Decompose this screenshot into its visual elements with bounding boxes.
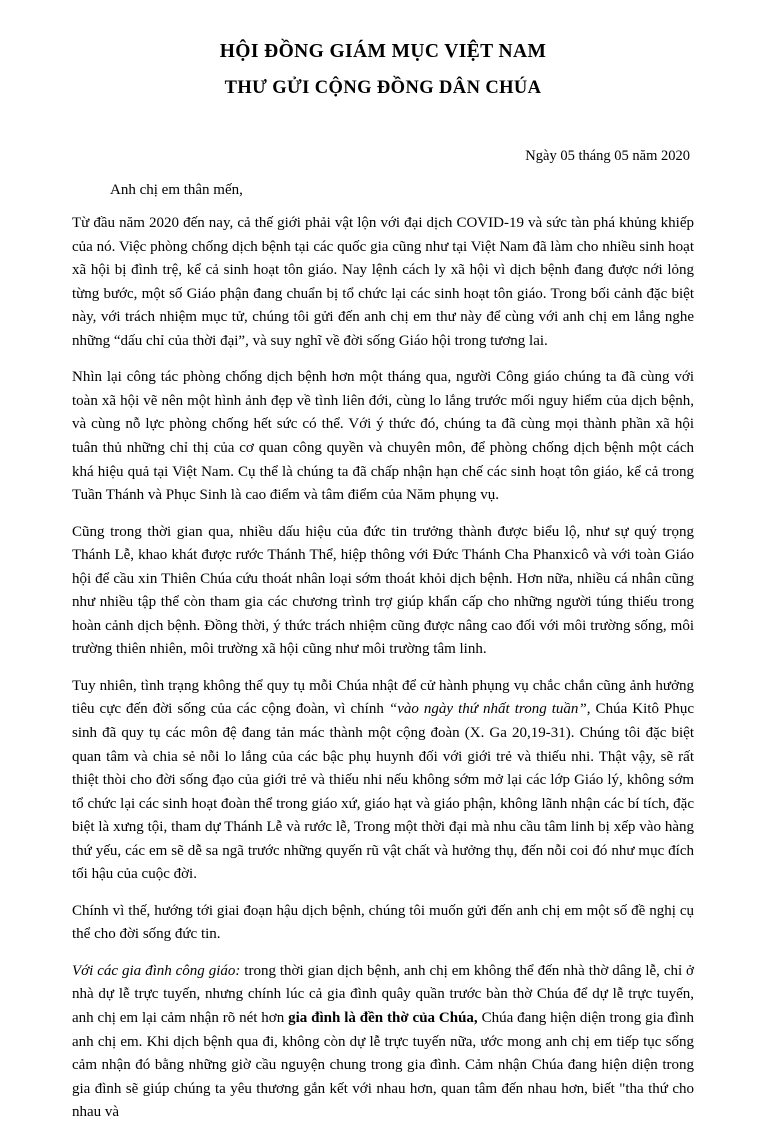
paragraph-5: Chính vì thế, hướng tới giai đoạn hậu dịch bệnh, chúng tôi muốn gửi đến anh chị em một số đề nghị cụ thể cho đời sống đức tin. bbox=[72, 902, 694, 943]
document-date: Ngày 05 tháng 05 năm 2020 bbox=[525, 148, 690, 165]
paragraph-6-part-1: trong thời gian dịch bệnh, anh chị em không thể đến nhà thờ dâng lễ, chỉ ở nhà dự lễ trực tuyến, nhưng chính lúc cả gia đình quây quần trước bàn thờ Chúa để dự lễ trực tuyến, anh chị em lại cảm nhận rõ nét hơn bbox=[72, 962, 694, 1027]
salutation: Anh chị em thân mến, bbox=[110, 182, 243, 199]
paragraph-6 bbox=[72, 947, 694, 1125]
paragraph-6-part-2: Chúa đang hiện diện trong gia đình anh chị em. Khi dịch bệnh qua đi, không còn dự lễ trực tuyến nữa, ước mong anh chị em tiếp tục sống cảm nhận đó bằng những giờ cầu nguyện chung trong gia đình. Cảm nhận Chúa đang hiện diện trong gia đình sẽ giúp chúng ta yêu thương gắn kết với nhau hơn, quan tâm đến nhau hơn, biết "tha thứ cho nhau và bbox=[72, 1010, 694, 1121]
document-subtitle: THƯ GỬI CỘNG ĐỒNG DÂN CHÚA bbox=[224, 78, 542, 99]
paragraph-2: Nhìn lại công tác phòng chống dịch bệnh hơn một tháng qua, người Công giáo chúng ta đã cùng với toàn xã hội vẽ nên một hình ảnh đẹp về tình liên đới, cùng lo lắng trước mối nguy hiểm của dịch bệnh, và cùng nỗ lực phòng chống hết sức có thể. Với ý thức đó, chúng ta đã cùng mọi thành phần xã hội tuân thủ những chỉ thị của cơ quan công quyền và chuyên môn, để phòng chống dịch bệnh một cách khá hiệu quả tại Việt Nam. Cụ thể là chúng ta đã chấp nhận hạn chế các sinh hoạt tôn giáo, kể cả trong Tuần Thánh và Phục Sinh là cao điểm và tâm điểm của Năm phụng vụ. bbox=[72, 369, 694, 504]
document-title: HỘI ĐỒNG GIÁM MỤC VIỆT NAM bbox=[219, 41, 547, 62]
paragraph-4 bbox=[72, 662, 694, 887]
paragraph-6-lead: Với các gia đình công giáo: bbox=[72, 962, 241, 979]
paragraph-3: Cũng trong thời gian qua, nhiều dấu hiệu của đức tin trưởng thành được biểu lộ, như sự quý trọng Thánh Lễ, khao khát được rước Thánh Thể, hiệp thông với Đức Thánh Cha Phanxicô và với toàn Giáo hội để cầu xin Thiên Chúa cứu thoát nhân loại sớm thoát khỏi dịch bệnh. Hơn nữa, nhiều cá nhân cũng như nhiều tập thể còn tham gia các chương trình trợ giúp khẩn cấp cho những người túng thiếu trong hoàn cảnh dịch bệnh. Đồng thời, ý thức trách nhiệm cũng được nâng cao đối với môi trường sống, môi trường thiên nhiên, môi trường xã hội cũng như môi trường tâm linh. bbox=[72, 523, 694, 658]
paragraph-4-part-1: Tuy nhiên, tình trạng không thể quy tụ mỗi Chúa nhật để cử hành phụng vụ chắc chắn cũng ảnh hưởng tiêu cực đến đời sống của các cộng đoàn, vì chính bbox=[72, 677, 694, 718]
paragraph-6-emphasis: gia đình là đền thờ của Chúa, bbox=[288, 1010, 478, 1027]
paragraph-4-quote: “vào ngày thứ nhất trong tuần” bbox=[388, 701, 587, 718]
paragraph-4-part-2: , Chúa Kitô Phục sinh đã quy tụ các môn đệ đang tản mác thành một cộng đoàn (X. Ga 20,19-31). Chúng tôi đặc biệt quan tâm và chia sẻ nỗi lo lắng của các bậc phụ huynh đối với giới trẻ và thiếu nhi. Thật vậy, sẽ rất thiệt thòi cho đời sống đạo của giới trẻ và thiếu nhi nếu không sớm mở lại các lớp Giáo lý, không sớm tổ chức lại các sinh hoạt đoàn thể trong giáo xứ, giáo hạt và giáo phận, không lãnh nhận các bí tích, đặc biệt là xưng tội, tham dự Thánh Lễ và rước lễ, Trong một thời đại mà nhu cầu tâm linh bị xếp vào hàng thứ yếu, các em sẽ dễ sa ngã trước những quyến rũ vật chất và hưởng thụ, đến nỗi coi đó như mục đích tối hậu của cuộc đời. bbox=[72, 701, 694, 883]
paragraph-1: Từ đầu năm 2020 đến nay, cả thế giới phải vật lộn với đại dịch COVID-19 và sức tàn phá khủng khiếp của nó. Việc phòng chống dịch bệnh tại các quốc gia cũng như tại Việt Nam đã làm cho nhiều sinh hoạt xã hội bị đình trệ, kể cả sinh hoạt tôn giáo. Nay lệnh cách ly xã hội vì dịch bệnh đang được nới lỏng từng bước, một số Giáo phận đang chuẩn bị tổ chức lại các sinh hoạt tôn giáo. Trong bối cảnh đặc biệt này, với trách nhiệm mục tử, chúng tôi gửi đến anh chị em thư này để cùng với anh chị em lắng nghe những “dấu chỉ của thời đại”, và suy nghĩ về đời sống Giáo hội trong tương lai. bbox=[72, 215, 694, 349]
